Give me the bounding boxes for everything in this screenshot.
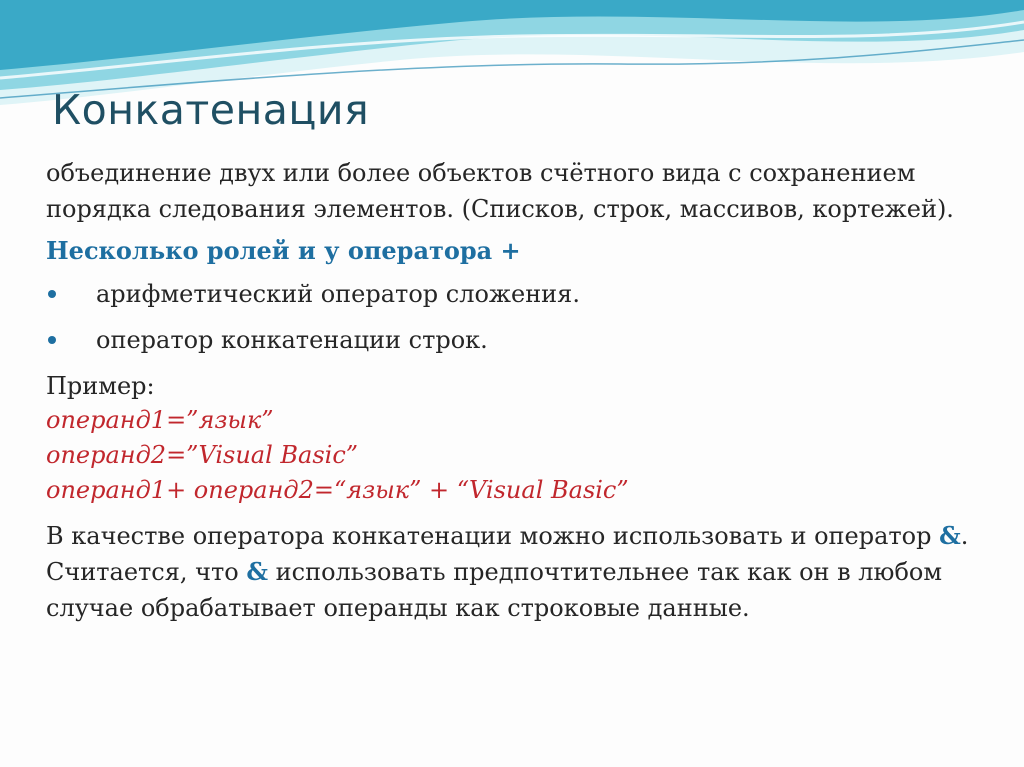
outro-part: В качестве оператора конкатенации можно использовать и оператор xyxy=(46,522,940,550)
slide-title: Конкатенация xyxy=(52,86,370,134)
outro-part: . Считается, что xyxy=(46,522,969,586)
ampersand-operator: & xyxy=(939,521,961,550)
roles-heading: Несколько ролей и у оператора + xyxy=(46,236,521,265)
example-line: операнд1+ операнд2=“язык” + “Visual Basic” xyxy=(46,476,629,504)
example-label: Пример: xyxy=(46,372,155,400)
list-item xyxy=(46,319,996,365)
bullet-dot-icon xyxy=(48,336,56,344)
list-item-text: оператор конкатенации строк. xyxy=(96,326,488,354)
roles-list xyxy=(46,273,996,365)
ampersand-operator: & xyxy=(246,557,269,586)
definition-text: объединение двух или более объектов счётного вида с сохранением порядка следования элементов. (Списков, строк, массивов, кортежей). xyxy=(46,159,954,223)
slide-content xyxy=(46,155,996,626)
list-item-text: арифметический оператор сложения. xyxy=(96,280,580,308)
bullet-dot-icon xyxy=(48,290,56,298)
example-line: операнд1=”язык” xyxy=(46,406,274,434)
list-item xyxy=(46,273,996,319)
outro-text xyxy=(46,518,996,626)
example-line: операнд2=”Visual Basic” xyxy=(46,441,359,469)
outro-part: использовать предпочтительнее так как он в любом случае обрабатывает операнды как строковые данные. xyxy=(46,558,943,622)
